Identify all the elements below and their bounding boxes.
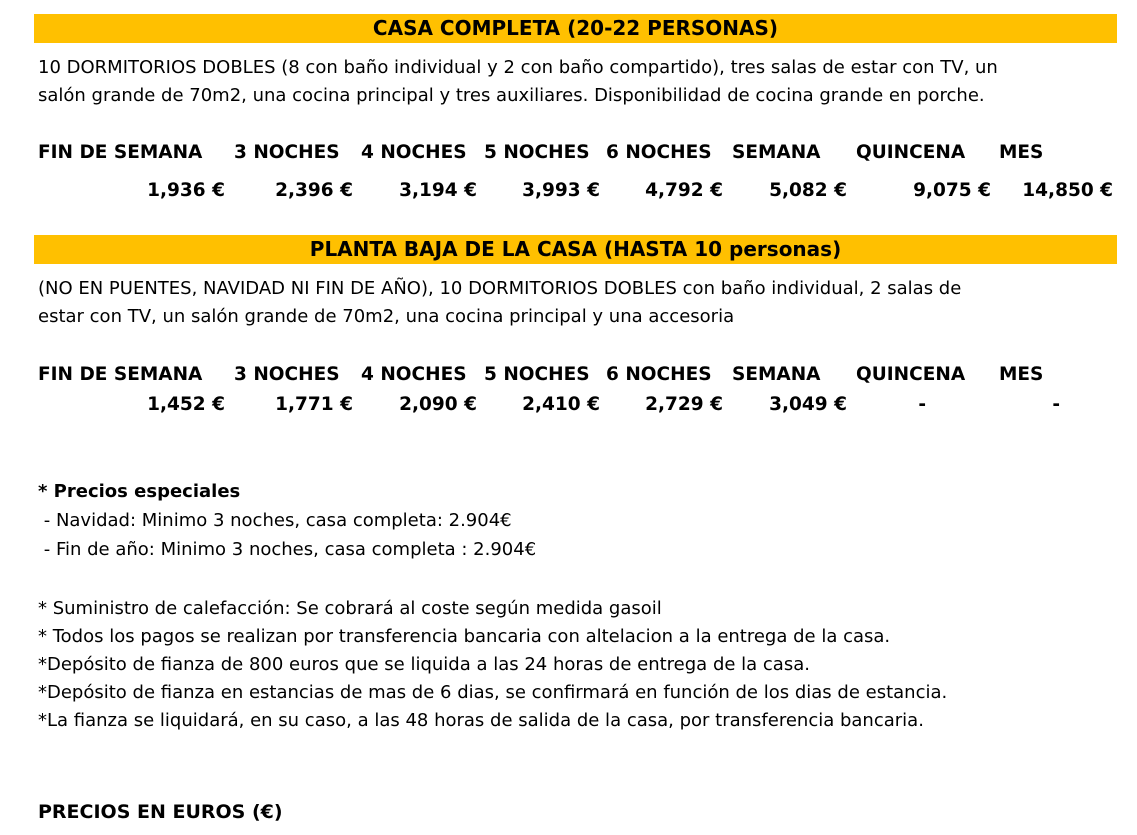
description-line: 10 DORMITORIOS DOBLES (8 con baño individual y 2 con baño compartido), tres salas de estar con TV, un [38, 57, 998, 78]
price-cell: 2,396 € [275, 180, 353, 201]
price-cell: 1,936 € [147, 180, 225, 201]
column-header: 4 NOCHES [361, 364, 467, 385]
price-cell: 3,194 € [399, 180, 477, 201]
price-cell: - [1052, 394, 1060, 415]
note-item: *Depósito de fianza en estancias de mas de 6 dias, se confirmará en función de los dias de estancia. [38, 682, 948, 703]
column-header: QUINCENA [856, 364, 966, 385]
column-header: FIN DE SEMANA [38, 364, 203, 385]
description-line: (NO EN PUENTES, NAVIDAD NI FIN DE AÑO), 10 DORMITORIOS DOBLES con baño individual, 2 salas de [38, 278, 962, 299]
column-header: SEMANA [732, 142, 821, 163]
price-cell: 1,452 € [147, 394, 225, 415]
note-item: * Todos los pagos se realizan por transferencia bancaria con altelacion a la entrega de la casa. [38, 626, 891, 647]
price-cell: - [918, 394, 926, 415]
column-header: QUINCENA [856, 142, 966, 163]
column-header: 3 NOCHES [234, 142, 340, 163]
column-header: 6 NOCHES [606, 142, 712, 163]
price-cell: 1,771 € [275, 394, 353, 415]
price-cell: 2,090 € [399, 394, 477, 415]
price-cell: 2,729 € [645, 394, 723, 415]
column-header: 5 NOCHES [484, 364, 590, 385]
column-header: FIN DE SEMANA [38, 142, 203, 163]
price-cell: 5,082 € [769, 180, 847, 201]
column-header: 3 NOCHES [234, 364, 340, 385]
column-header: MES [999, 364, 1044, 385]
currency-footer: PRECIOS EN EUROS (€) [38, 801, 283, 823]
section-description [38, 275, 1118, 331]
note-item: * Suministro de calefacción: Se cobrará al coste según medida gasoil [38, 598, 662, 619]
column-header: 5 NOCHES [484, 142, 590, 163]
price-cell: 3,049 € [769, 394, 847, 415]
special-price-item: - Navidad: Minimo 3 noches, casa completa: 2.904€ [38, 510, 512, 531]
price-cell: 3,993 € [522, 180, 600, 201]
description-line: salón grande de 70m2, una cocina principal y tres auxiliares. Disponibilidad de cocina grande en porche. [38, 85, 985, 106]
price-cell: 9,075 € [913, 180, 991, 201]
column-header: 6 NOCHES [606, 364, 712, 385]
price-cell: 4,792 € [645, 180, 723, 201]
section-title-casa-completa: CASA COMPLETA (20-22 PERSONAS) [34, 14, 1117, 43]
column-header: SEMANA [732, 364, 821, 385]
section-description [38, 54, 1118, 110]
description-line: estar con TV, un salón grande de 70m2, una cocina principal y una accesoria [38, 306, 735, 327]
special-price-item: - Fin de año: Minimo 3 noches, casa completa : 2.904€ [38, 539, 537, 560]
price-cell: 2,410 € [522, 394, 600, 415]
price-cell: 14,850 € [1022, 180, 1113, 201]
column-header: 4 NOCHES [361, 142, 467, 163]
note-item: *Depósito de fianza de 800 euros que se liquida a las 24 horas de entrega de la casa. [38, 654, 810, 675]
special-prices-title: * Precios especiales [38, 481, 241, 502]
note-item: *La fianza se liquidará, en su caso, a las 48 horas de salida de la casa, por transferencia bancaria. [38, 710, 924, 731]
column-header: MES [999, 142, 1044, 163]
section-title-planta-baja: PLANTA BAJA DE LA CASA (HASTA 10 personas) [34, 235, 1117, 264]
